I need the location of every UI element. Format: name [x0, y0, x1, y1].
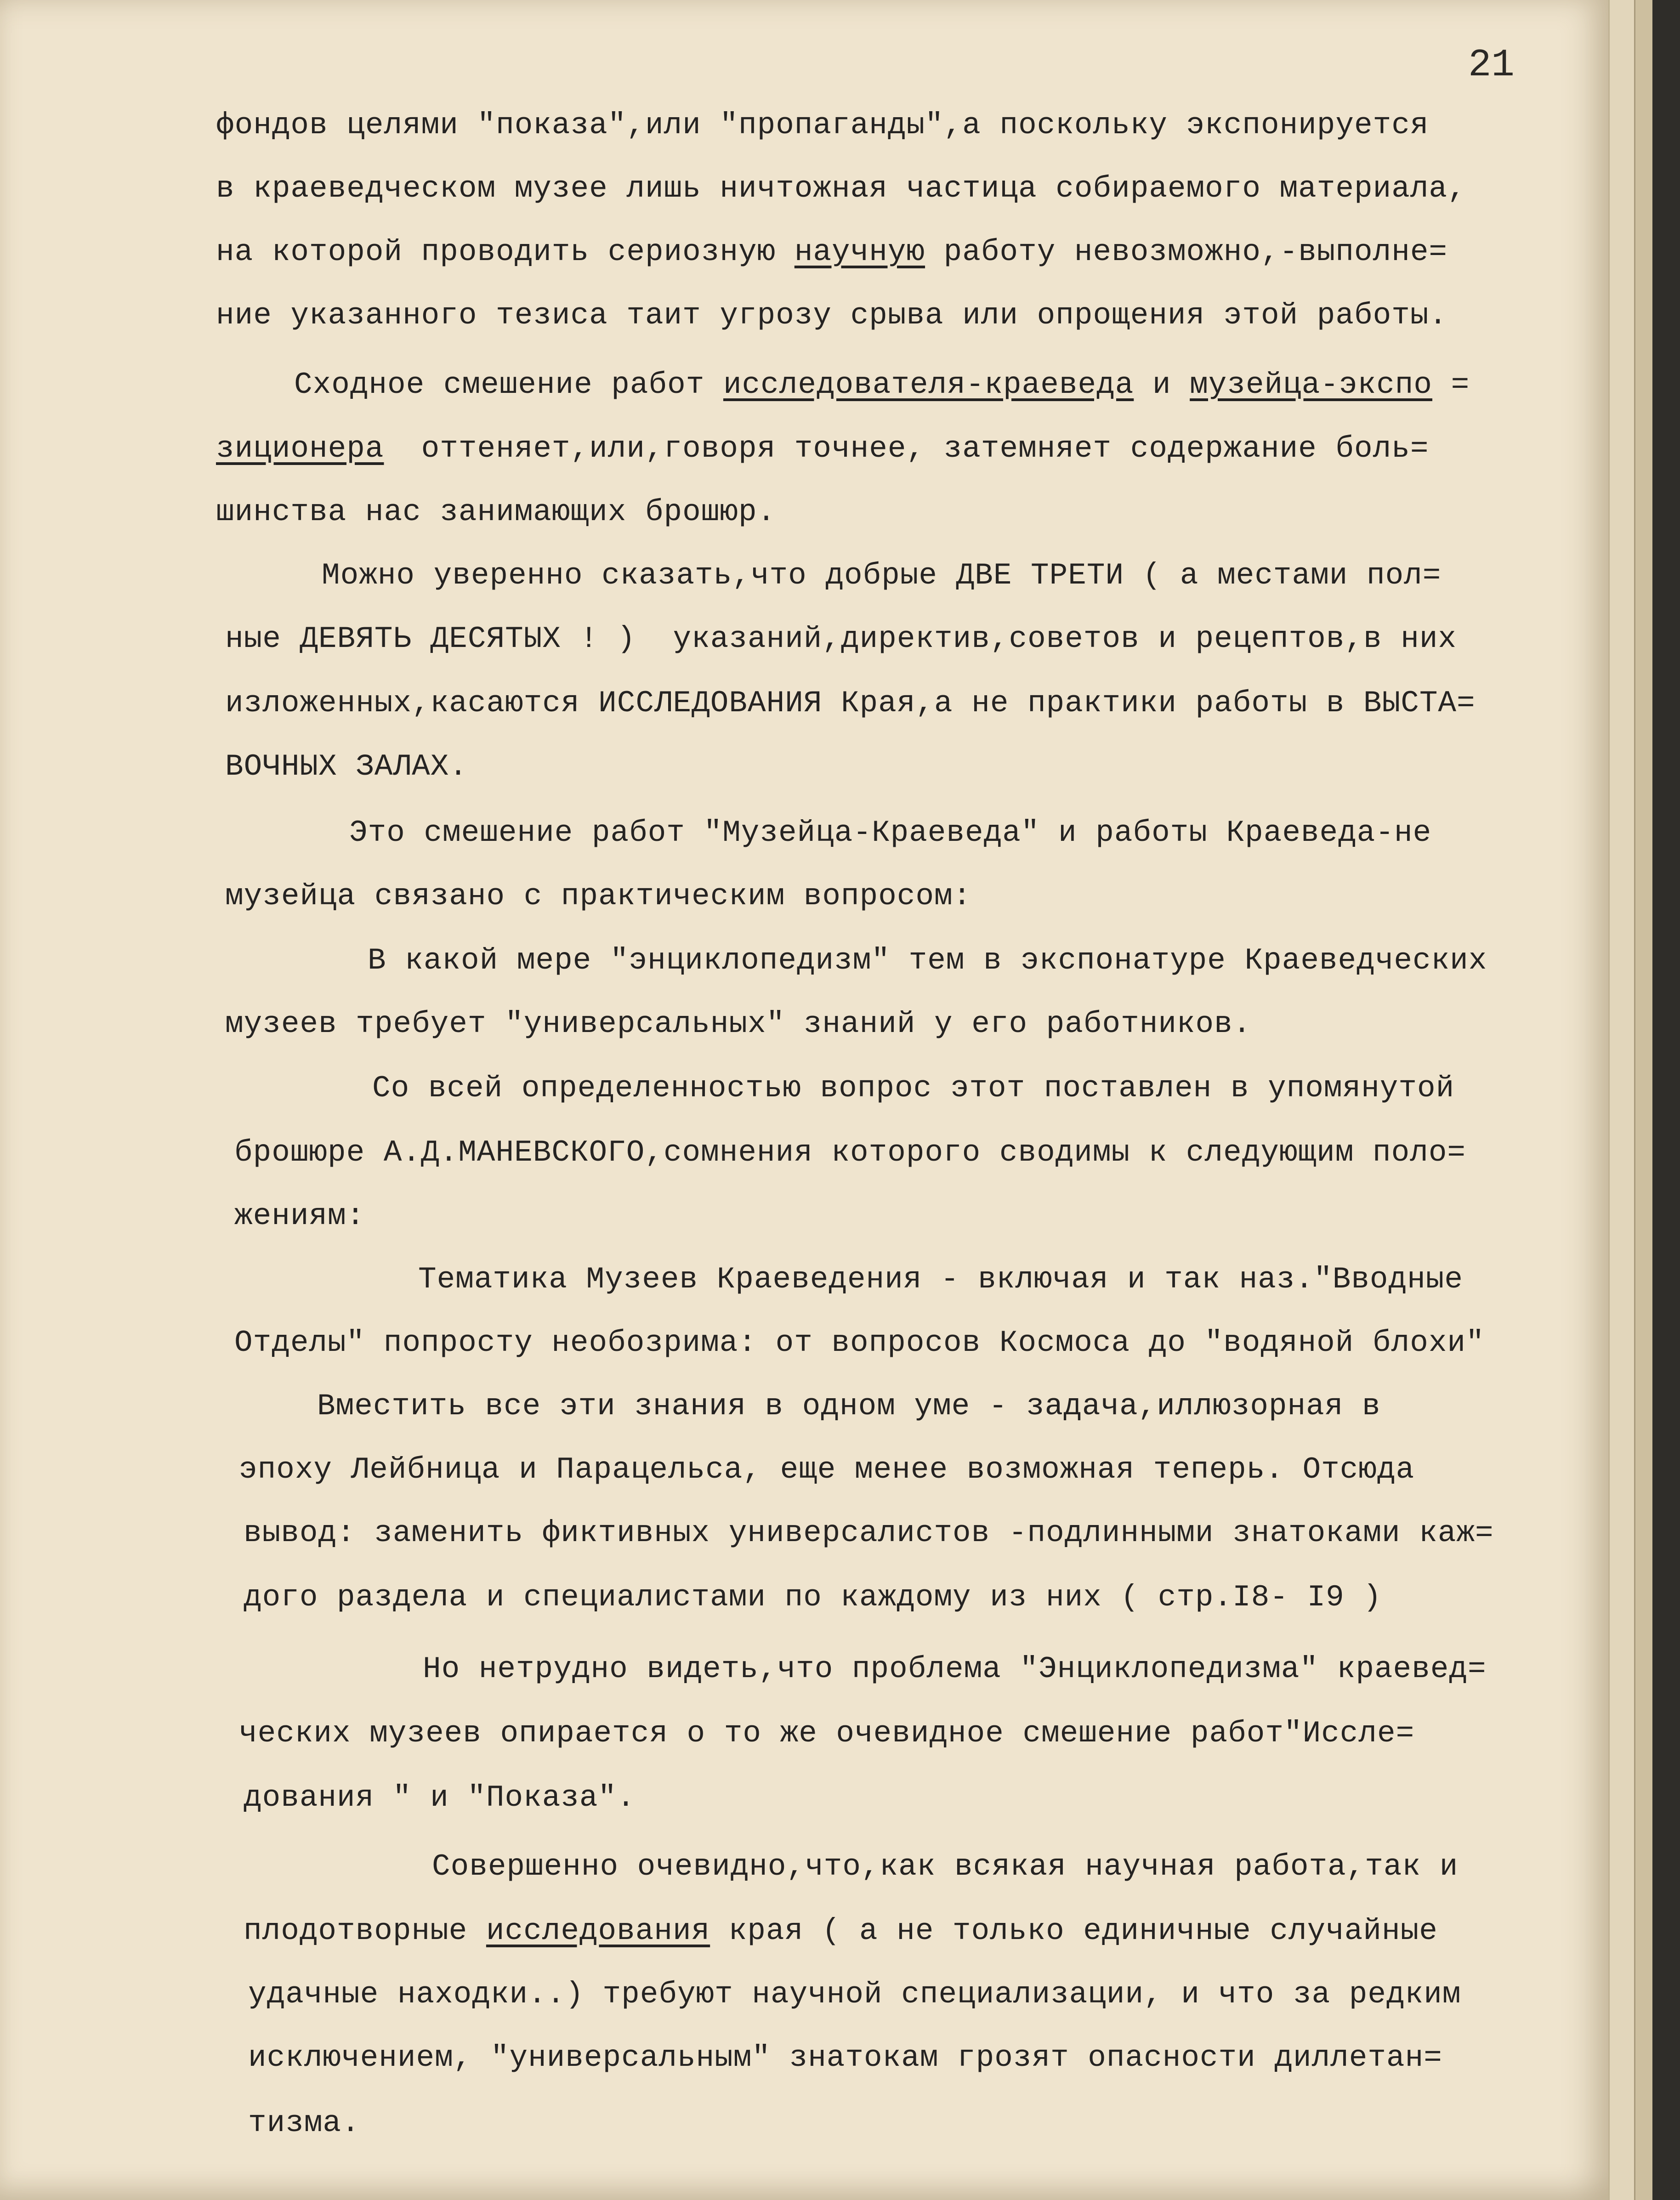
underlined-text: зиционера [216, 431, 384, 466]
page-number: 21 [1468, 44, 1515, 87]
text-segment: = [1432, 368, 1470, 402]
text-line [225, 749, 468, 784]
background-edge [1652, 0, 1680, 2200]
text-segment: В какой мере "энциклопедизм" тем в экспонатуре Краеведческих [368, 943, 1487, 978]
text-segment: Можно уверенно сказать,что добрые ДВЕ ТРЕТИ ( а местами пол= [322, 558, 1442, 593]
text-segment: Со всей определенностью вопрос этот поставлен в упомянутой [372, 1071, 1455, 1106]
text-segment: оттеняет,или,говоря точнее, затемняет содержание боль= [384, 431, 1429, 466]
text-line [216, 171, 1466, 206]
text-line [317, 1391, 1381, 1422]
text-segment: фондов целями "показа",или "пропаганды",а поскольку экспонируется [216, 108, 1429, 142]
text-line [322, 558, 1442, 593]
text-segment: удачные находки..) требуют научной специализации, и что за редким [248, 1977, 1461, 2012]
text-line [225, 688, 1476, 719]
text-segment: жениям: [234, 1199, 365, 1233]
text-segment: шинства нас занимающих брошюр. [216, 495, 776, 529]
text-line [248, 2108, 360, 2138]
text-line [216, 110, 1429, 141]
text-segment: и [1134, 368, 1190, 402]
text-line [244, 1518, 1494, 1548]
text-line [216, 431, 1429, 466]
text-line [225, 624, 1457, 654]
text-segment: Это смешение работ "Музейца-Краеведа" и работы Краеведа-не [349, 816, 1432, 850]
text-line [244, 1582, 1382, 1613]
text-line [216, 497, 776, 527]
text-line [349, 818, 1431, 848]
text-segment: плодотворные [244, 1914, 486, 1948]
text-line [294, 370, 1470, 400]
text-segment: Сходное смешение работ [294, 368, 723, 402]
text-line [234, 1328, 1485, 1358]
text-line [372, 1073, 1454, 1104]
text-line [234, 1201, 365, 1231]
text-segment: Тематика Музеев Краеведения - включая и так наз."Вводные [418, 1262, 1463, 1297]
text-line [216, 237, 1447, 267]
text-segment: ВОЧНЫХ ЗАЛАХ. [225, 749, 468, 784]
text-line [432, 1849, 1459, 1884]
text-segment: на которой проводить сериозную [216, 235, 795, 269]
page-edge [1634, 0, 1654, 2200]
text-line [418, 1264, 1463, 1295]
text-line [248, 1979, 1461, 2010]
text-segment: Но нетрудно видеть,что проблема "Энциклопедизма" краевед= [423, 1652, 1487, 1686]
text-line [225, 1009, 1251, 1039]
text-segment: тизма. [248, 2106, 360, 2140]
text-segment: исключением, "универсальным" знатокам грозят опасности диллетан= [248, 2041, 1442, 2075]
text-segment: края ( а не только единичные случайные [710, 1914, 1438, 1948]
text-segment: дого раздела и специалистами по каждому из них ( стр.I8- I9 ) [244, 1580, 1382, 1615]
text-line [239, 1452, 1415, 1487]
underlined-text: исследователя-краеведа [723, 368, 1134, 402]
page-edge [1608, 0, 1635, 2200]
underlined-text: исследования [486, 1914, 710, 1948]
text-line [225, 881, 971, 912]
text-line [244, 1780, 636, 1815]
text-segment: ные ДЕВЯТЬ ДЕСЯТЫХ ! ) указаний,директив,советов и рецептов,в них [225, 622, 1457, 656]
text-segment: в краеведческом музее лишь ничтожная частица собираемого материала, [216, 171, 1466, 206]
text-line [423, 1654, 1487, 1684]
text-segment: дования " и "Показа". [244, 1780, 636, 1815]
text-segment: Отделы" попросту необозрима: от вопросов Космоса до "водяной блохи" [234, 1326, 1485, 1360]
text-segment: музеев требует "универсальных" знаний у его работников. [225, 1007, 1252, 1041]
text-line [234, 1135, 1466, 1170]
text-segment: музейца связано с практическим вопросом: [225, 879, 972, 913]
text-line [216, 298, 1448, 333]
text-segment: вывод: заменить фиктивных универсалистов -подлинными знатоками каж= [244, 1516, 1494, 1550]
text-segment: ческих музеев опирается о то же очевидное смешение работ"Иссле= [239, 1716, 1415, 1751]
text-segment: Совершенно очевидно,что,как всякая научная работа,так и [432, 1849, 1459, 1884]
text-line [239, 1718, 1414, 1749]
text-segment: работу невозможно,-выполне= [925, 235, 1448, 269]
text-segment: Вместить все эти знания в одном уме - задача,иллюзорная в [317, 1389, 1381, 1423]
text-line [244, 1916, 1438, 1946]
text-line [248, 2043, 1442, 2073]
text-segment: эпоху Лейбница и Парацельса, еще менее возможная теперь. Отсюда [239, 1452, 1415, 1487]
underlined-text: музейца-экспо [1190, 368, 1433, 402]
text-segment: брошюре А.Д.МАНЕВСКОГО,сомнения которого сводимы к следующим поло= [234, 1135, 1466, 1170]
text-line [368, 943, 1487, 978]
text-segment: ние указанного тезиса таит угрозу срыва или опрощения этой работы. [216, 298, 1448, 333]
underlined-text: научную [794, 235, 925, 269]
text-segment: изложенных,касаются ИССЛЕДОВАНИЯ Края,а не практики работы в ВЫСТА= [225, 686, 1476, 720]
